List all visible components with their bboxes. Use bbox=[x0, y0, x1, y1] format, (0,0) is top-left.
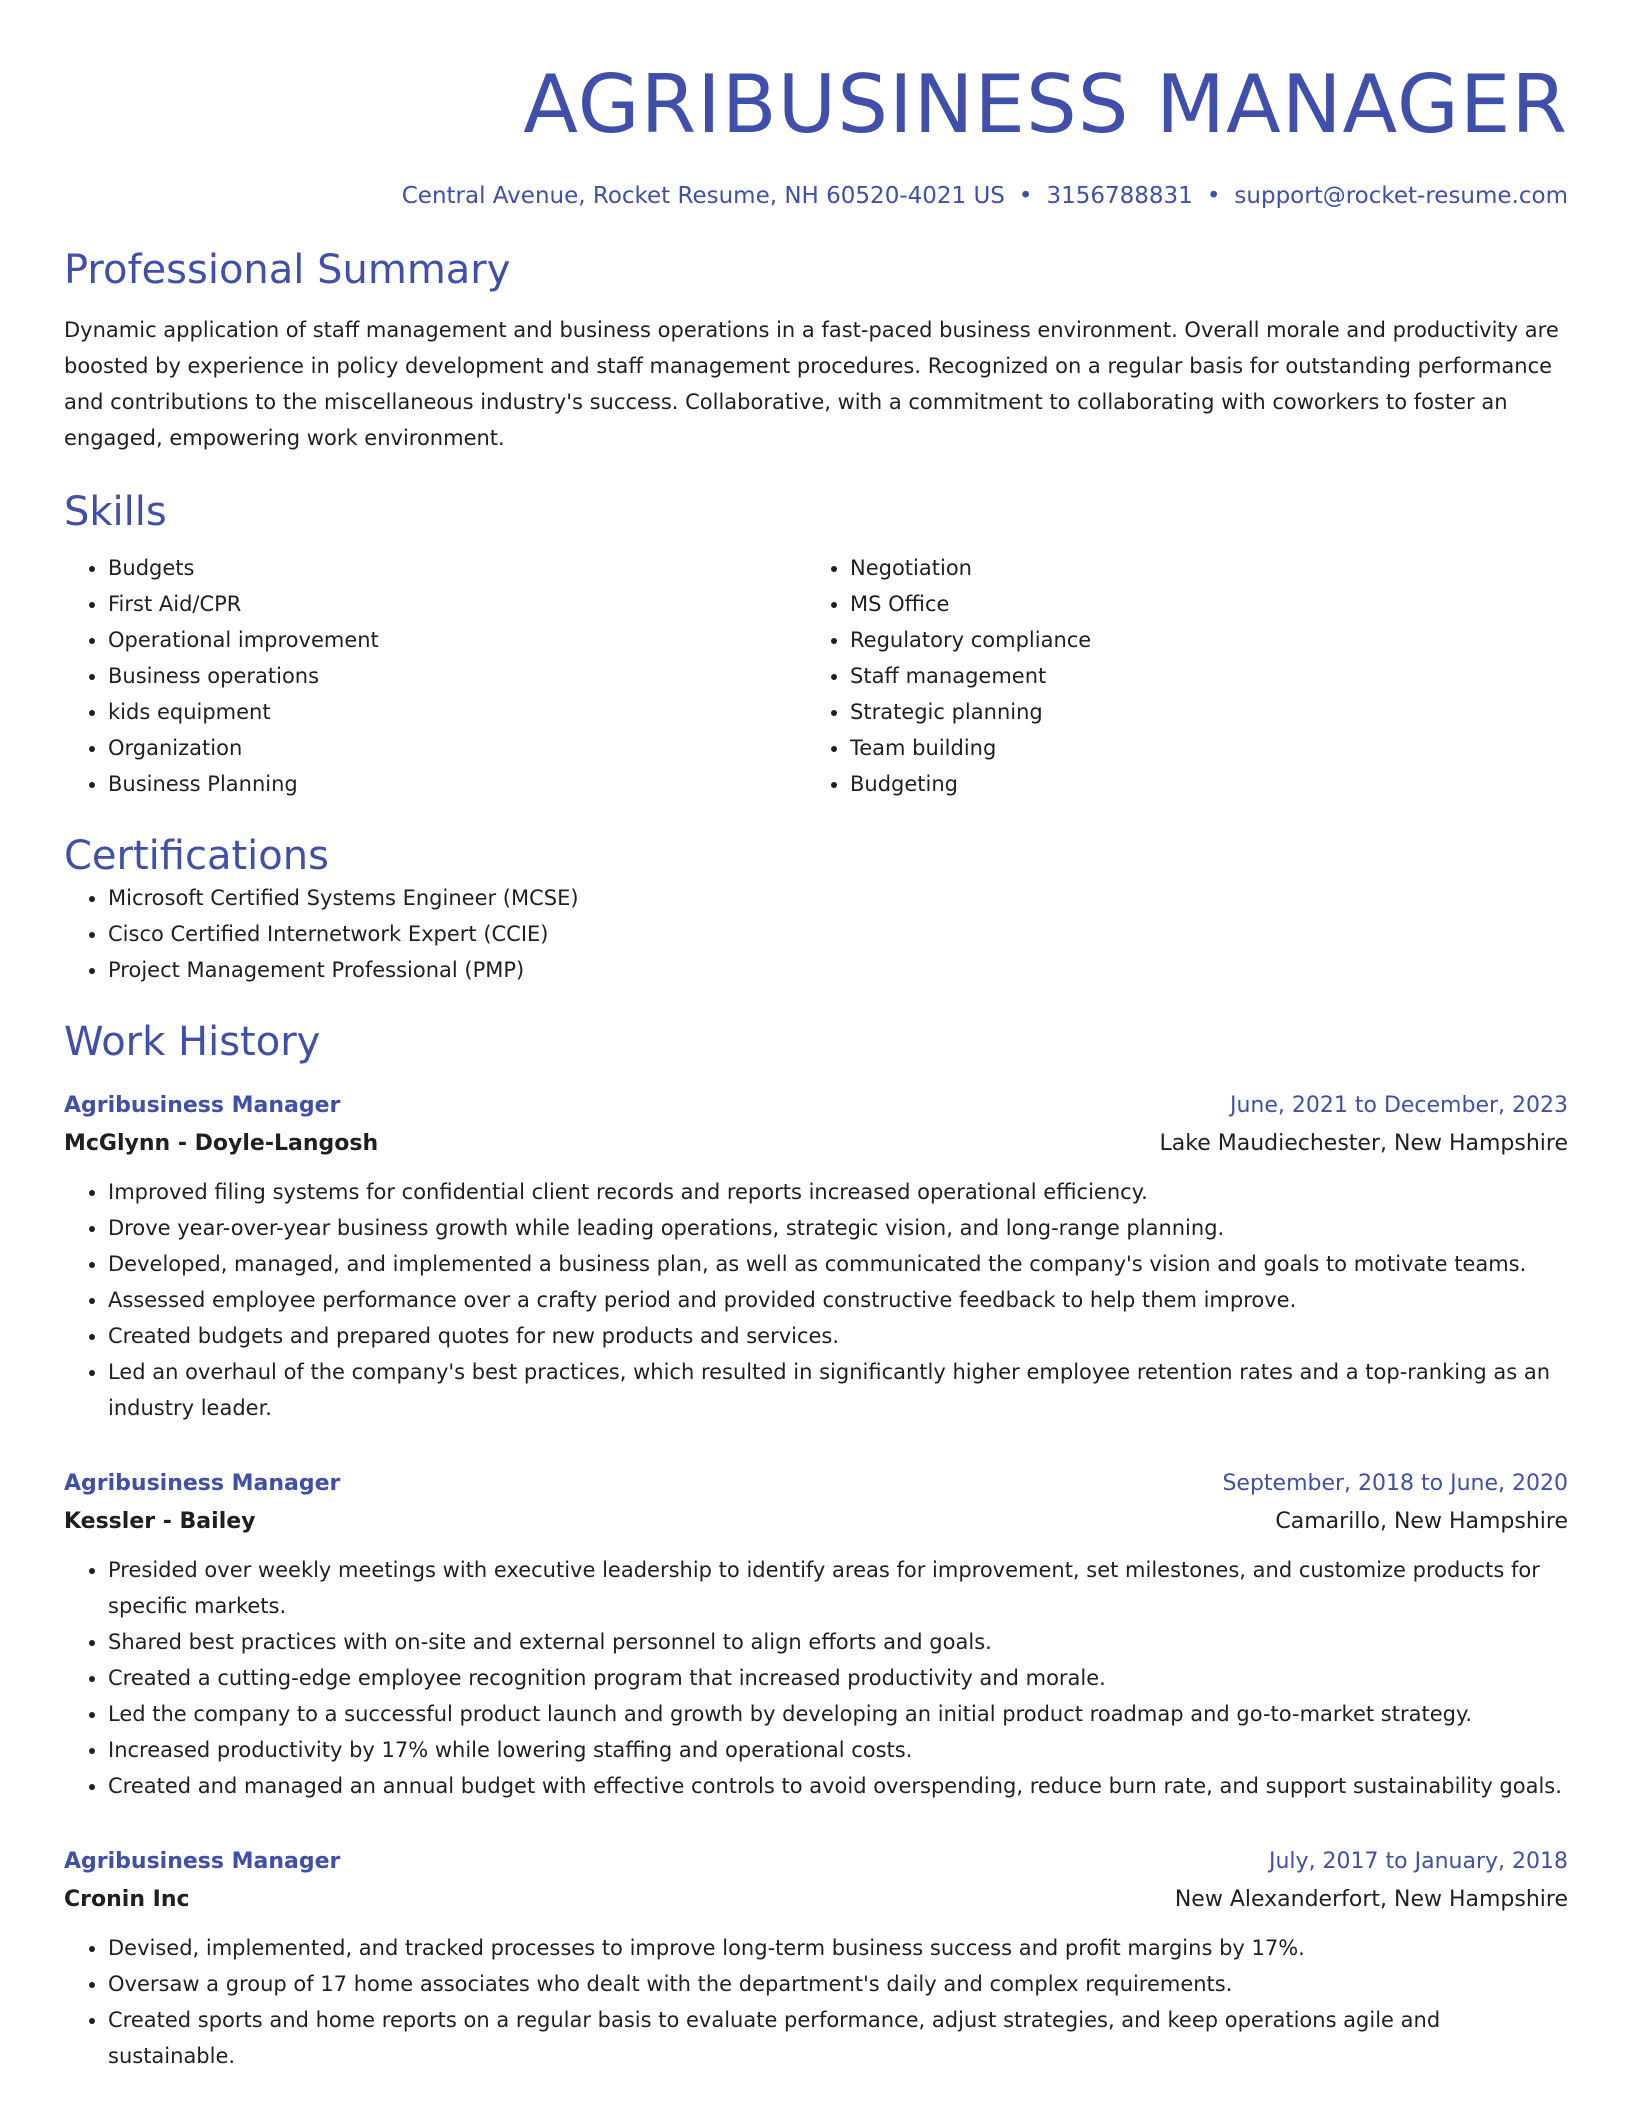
job-title: Agribusiness Manager bbox=[64, 1471, 341, 1496]
job-company-row bbox=[64, 1124, 1568, 1164]
job-header-row bbox=[64, 1844, 1568, 1880]
job-bullet: • Devised, implemented, and tracked processes to improve long-term business success and profit margins by 17%. bbox=[108, 1930, 1568, 1966]
job-bullet: • Created budgets and prepared quotes for new products and services. bbox=[108, 1318, 1568, 1354]
job-company-row bbox=[64, 1880, 1568, 1920]
job-company-row bbox=[64, 1502, 1568, 1542]
job-header-row bbox=[64, 1088, 1568, 1124]
job-bullet: • Created and managed an annual budget with effective controls to avoid overspending, reduce burn rate, and support sustainability goals. bbox=[108, 1768, 1568, 1804]
skill-item: • Business operations bbox=[108, 658, 806, 694]
job-bullet: • Developed, managed, and implemented a business plan, as well as communicated the company's vision and goals to motivate teams. bbox=[108, 1246, 1568, 1282]
job-bullets bbox=[64, 1930, 1568, 2074]
skills-column-right bbox=[806, 550, 1548, 802]
job-bullet: • Oversaw a group of 17 home associates who dealt with the department's daily and complex requirements. bbox=[108, 1966, 1568, 2002]
contact-address: Central Avenue, Rocket Resume, NH 60520-4021 US bbox=[401, 183, 1005, 209]
job-bullets bbox=[64, 1174, 1568, 1426]
contact-separator: • bbox=[1206, 183, 1221, 209]
job-company: McGlynn - Doyle-Langosh bbox=[64, 1131, 379, 1156]
job-entry bbox=[64, 1088, 1568, 1426]
job-location: New Alexanderfort, New Hampshire bbox=[1174, 1887, 1568, 1912]
skills-list-left bbox=[64, 550, 806, 802]
job-bullet: • Created a cutting-edge employee recognition program that increased productivity and morale. bbox=[108, 1660, 1568, 1696]
job-bullet: • Increased productivity by 17% while lowering staffing and operational costs. bbox=[108, 1732, 1568, 1768]
job-dates: September, 2018 to June, 2020 bbox=[1222, 1471, 1568, 1496]
job-location: Lake Maudiechester, New Hampshire bbox=[1159, 1131, 1568, 1156]
job-bullet: • Presided over weekly meetings with executive leadership to identify areas for improvement, set milestones, and customize products for specific markets. bbox=[108, 1552, 1568, 1624]
contact-separator: • bbox=[1018, 183, 1033, 209]
contact-phone: 3156788831 bbox=[1046, 183, 1193, 209]
job-bullet: • Improved filing systems for confidential client records and reports increased operational efficiency. bbox=[108, 1174, 1568, 1210]
resume-name: AGRIBUSINESS MANAGER bbox=[523, 58, 1568, 151]
job-header-row bbox=[64, 1466, 1568, 1502]
certifications-heading: Certifications bbox=[64, 833, 329, 879]
skill-item: • MS Office bbox=[850, 586, 1548, 622]
job-company: Cronin Inc bbox=[64, 1887, 190, 1912]
job-bullets bbox=[64, 1552, 1568, 1804]
job-bullet: • Led an overhaul of the company's best practices, which resulted in significantly higher employee retention rates and a top-ranking as an industry leader. bbox=[108, 1354, 1568, 1426]
job-bullet: • Shared best practices with on-site and external personnel to align efforts and goals. bbox=[108, 1624, 1568, 1660]
job-bullet: • Led the company to a successful product launch and growth by developing an initial product roadmap and go-to-market strategy. bbox=[108, 1696, 1568, 1732]
job-dates: July, 2017 to January, 2018 bbox=[1269, 1849, 1568, 1874]
job-entry bbox=[64, 1466, 1568, 1804]
skills-heading: Skills bbox=[64, 489, 167, 535]
skills-column-left bbox=[64, 550, 806, 802]
skill-item: • kids equipment bbox=[108, 694, 806, 730]
skill-item: • Negotiation bbox=[850, 550, 1548, 586]
job-location: Camarillo, New Hampshire bbox=[1275, 1509, 1568, 1534]
skill-item: • First Aid/CPR bbox=[108, 586, 806, 622]
skill-item: • Budgeting bbox=[850, 766, 1548, 802]
job-bullet: • Drove year-over-year business growth while leading operations, strategic vision, and long-range planning. bbox=[108, 1210, 1568, 1246]
work-history-heading: Work History bbox=[64, 1019, 321, 1065]
contact-email[interactable]: support@rocket-resume.com bbox=[1234, 183, 1568, 209]
job-company: Kessler - Bailey bbox=[64, 1509, 256, 1534]
certification-item: • Microsoft Certified Systems Engineer (MCSE) bbox=[108, 880, 1568, 916]
skill-item: • Strategic planning bbox=[850, 694, 1548, 730]
job-dates: June, 2021 to December, 2023 bbox=[1229, 1093, 1568, 1118]
certification-item: • Cisco Certified Internetwork Expert (CCIE) bbox=[108, 916, 1568, 952]
job-entry bbox=[64, 1844, 1568, 2074]
summary-text: Dynamic application of staff management and business operations in a fast-paced business environment. Overall morale and productivity are boosted by experience in policy development and staff management procedures. Recognized on a regular basis for outstanding performance and contributions to the miscellaneous industry's success. Collaborative, with a commitment to collaborating with coworkers to foster an engaged, empowering work environment. bbox=[64, 318, 1559, 450]
skill-item: • Staff management bbox=[850, 658, 1548, 694]
skills-list-right bbox=[806, 550, 1548, 802]
contact-line bbox=[64, 180, 1568, 212]
skill-item: • Budgets bbox=[108, 550, 806, 586]
job-bullet: • Assessed employee performance over a crafty period and provided constructive feedback to help them improve. bbox=[108, 1282, 1568, 1318]
skill-item: • Team building bbox=[850, 730, 1548, 766]
skill-item: • Business Planning bbox=[108, 766, 806, 802]
skills-grid bbox=[64, 550, 1568, 802]
skill-item: • Operational improvement bbox=[108, 622, 806, 658]
certification-item: • Project Management Professional (PMP) bbox=[108, 952, 1568, 988]
skill-item: • Regulatory compliance bbox=[850, 622, 1548, 658]
skill-item: • Organization bbox=[108, 730, 806, 766]
summary-heading: Professional Summary bbox=[64, 247, 511, 293]
job-title: Agribusiness Manager bbox=[64, 1093, 341, 1118]
job-bullet: • Created sports and home reports on a regular basis to evaluate performance, adjust strategies, and keep operations agile and sustainable. bbox=[108, 2002, 1568, 2074]
job-title: Agribusiness Manager bbox=[64, 1849, 341, 1874]
certifications-list bbox=[64, 880, 1568, 988]
